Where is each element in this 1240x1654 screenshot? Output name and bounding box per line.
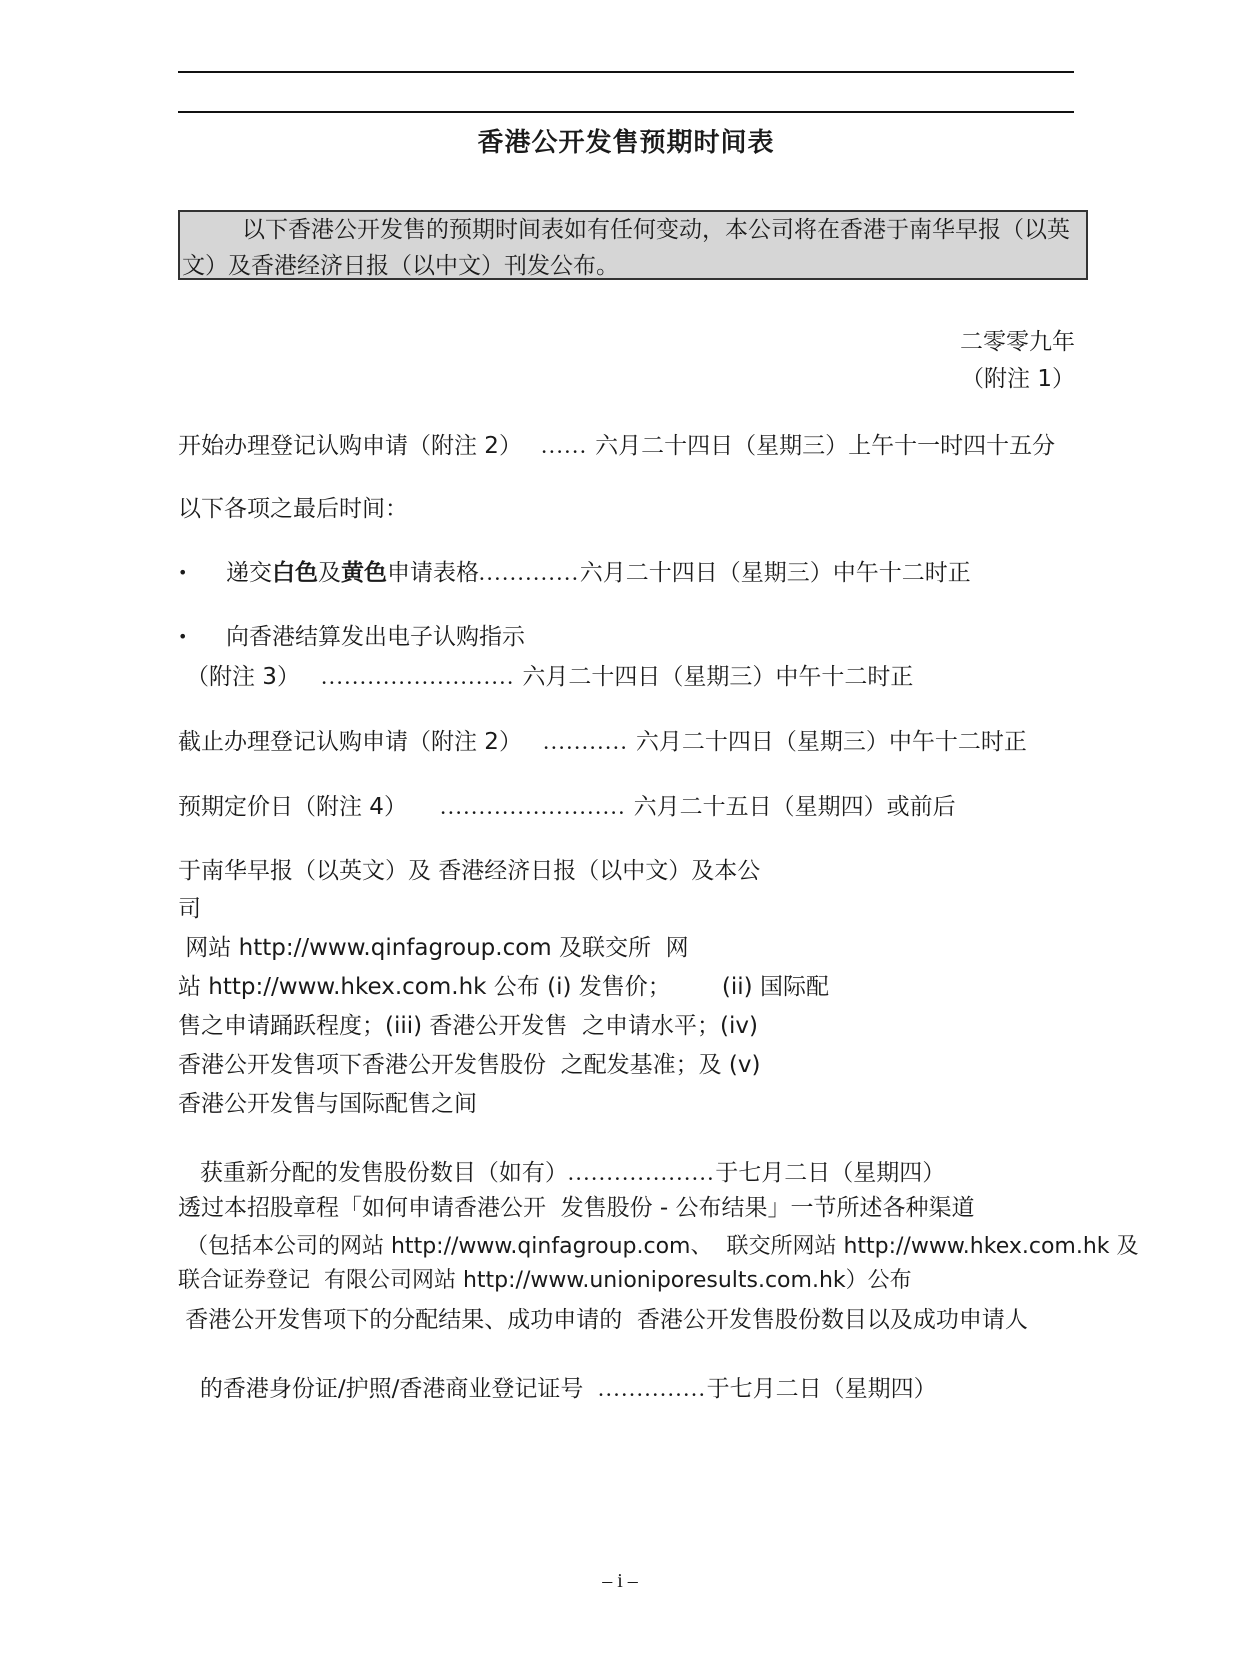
notice-box xyxy=(178,210,1088,280)
row-note: （附注 3） xyxy=(186,664,300,690)
bullet-marker: • xyxy=(178,627,188,646)
row-bullet-forms xyxy=(226,558,971,588)
leader-dots: ............. xyxy=(479,560,580,585)
row-value: 于七月二日（星期四） xyxy=(715,1160,946,1186)
row-value: 六月二十四日（星期三）上午十一时四十五分 xyxy=(595,433,1056,459)
notice-text: 以下香港公开发售的预期时间表如有任何变动，本公司将在香港于南华早报（以英文）及香港经济日报（以中文）刊发公布。 xyxy=(182,217,1070,279)
row-label: 预期定价日（附注 4） xyxy=(178,794,407,820)
top-rule xyxy=(178,71,1074,73)
results-line: 透过本招股章程「如何申请香港公开 发售股份 - 公布结果」一节所述各种渠道 xyxy=(178,1195,975,1221)
announcement-line: 司 xyxy=(178,896,201,922)
yellow-form-label: 黄色 xyxy=(341,560,387,586)
row-close-registration xyxy=(178,727,1027,757)
row-bullet-electronic xyxy=(186,662,913,692)
forms-mid: 及 xyxy=(318,560,341,586)
row-label: 截止办理登记认购申请（附注 2） xyxy=(178,729,522,755)
white-form-label: 白色 xyxy=(272,560,318,586)
row-start-registration xyxy=(178,431,1055,461)
year-header: 二零零九年 xyxy=(960,329,1075,355)
row-results xyxy=(178,1344,937,1404)
forms-post: 申请表格 xyxy=(387,560,479,586)
row-bullet-electronic-label: 向香港结算发出电子认购指示 xyxy=(226,624,525,650)
announcement-line: 于南华早报（以英文）及 香港经济日报（以中文）及本公 xyxy=(178,858,761,884)
row-value: 六月二十五日（星期四）或前后 xyxy=(633,794,956,820)
row-label: 获重新分配的发售股份数目（如有） xyxy=(192,1160,568,1186)
page-title: 香港公开发售预期时间表 xyxy=(477,128,775,158)
row-price-date xyxy=(178,792,956,822)
year-note: （附注 1） xyxy=(961,366,1075,392)
results-line: （包括本公司的网站 http://www.qinfagroup.com、 联交所网站 http://www.hkex.com.hk 及 xyxy=(186,1234,1139,1259)
announcement-line: 香港公开发售与国际配售之间 xyxy=(178,1091,477,1117)
announcement-line: 售之申请踊跃程度；(iii) 香港公开发售 之申请水平；(iv) xyxy=(178,1013,758,1039)
leader-dots: ........... xyxy=(543,729,629,754)
deadline-intro: 以下各项之最后时间： xyxy=(178,496,408,522)
forms-pre: 递交 xyxy=(226,560,272,586)
row-value: 六月二十四日（星期三）中午十二时正 xyxy=(522,664,914,690)
row-value: 于七月二日（星期四） xyxy=(706,1376,937,1402)
row-label: 开始办理登记认购申请（附注 2） xyxy=(178,433,522,459)
results-line: 香港公开发售项下的分配结果、成功申请的 香港公开发售股份数目以及成功申请人 xyxy=(178,1307,1028,1333)
results-line: 联合证券登记 有限公司网站 http://www.unioniporesults.com.hk）公布 xyxy=(178,1268,912,1293)
announcement-line: 网站 http://www.qinfagroup.com 及联交所 网 xyxy=(178,935,689,961)
row-announcement xyxy=(178,1128,945,1188)
leader-dots: ...... xyxy=(541,433,588,458)
announcement-line: 站 http://www.hkex.com.hk 公布 (i) 发售价； (ii) 国际配 xyxy=(178,974,829,1000)
row-label: 的香港身份证∕护照∕香港商业登记证号 xyxy=(192,1376,599,1402)
bullet-marker: • xyxy=(178,563,188,582)
leader-dots: ................... xyxy=(567,1160,716,1185)
announcement-line: 香港公开发售项下香港公开发售股份 之配发基准；及 (v) xyxy=(178,1052,761,1078)
page-number: – i – xyxy=(602,1570,638,1592)
leader-dots: ........................ xyxy=(440,794,627,819)
row-value: 六月二十四日（星期三）中午十二时正 xyxy=(635,729,1027,755)
leader-dots: .............. xyxy=(598,1376,707,1401)
leader-dots: ......................... xyxy=(321,664,516,689)
row-value: 六月二十四日（星期三）中午十二时正 xyxy=(579,560,971,586)
second-rule xyxy=(178,111,1074,113)
